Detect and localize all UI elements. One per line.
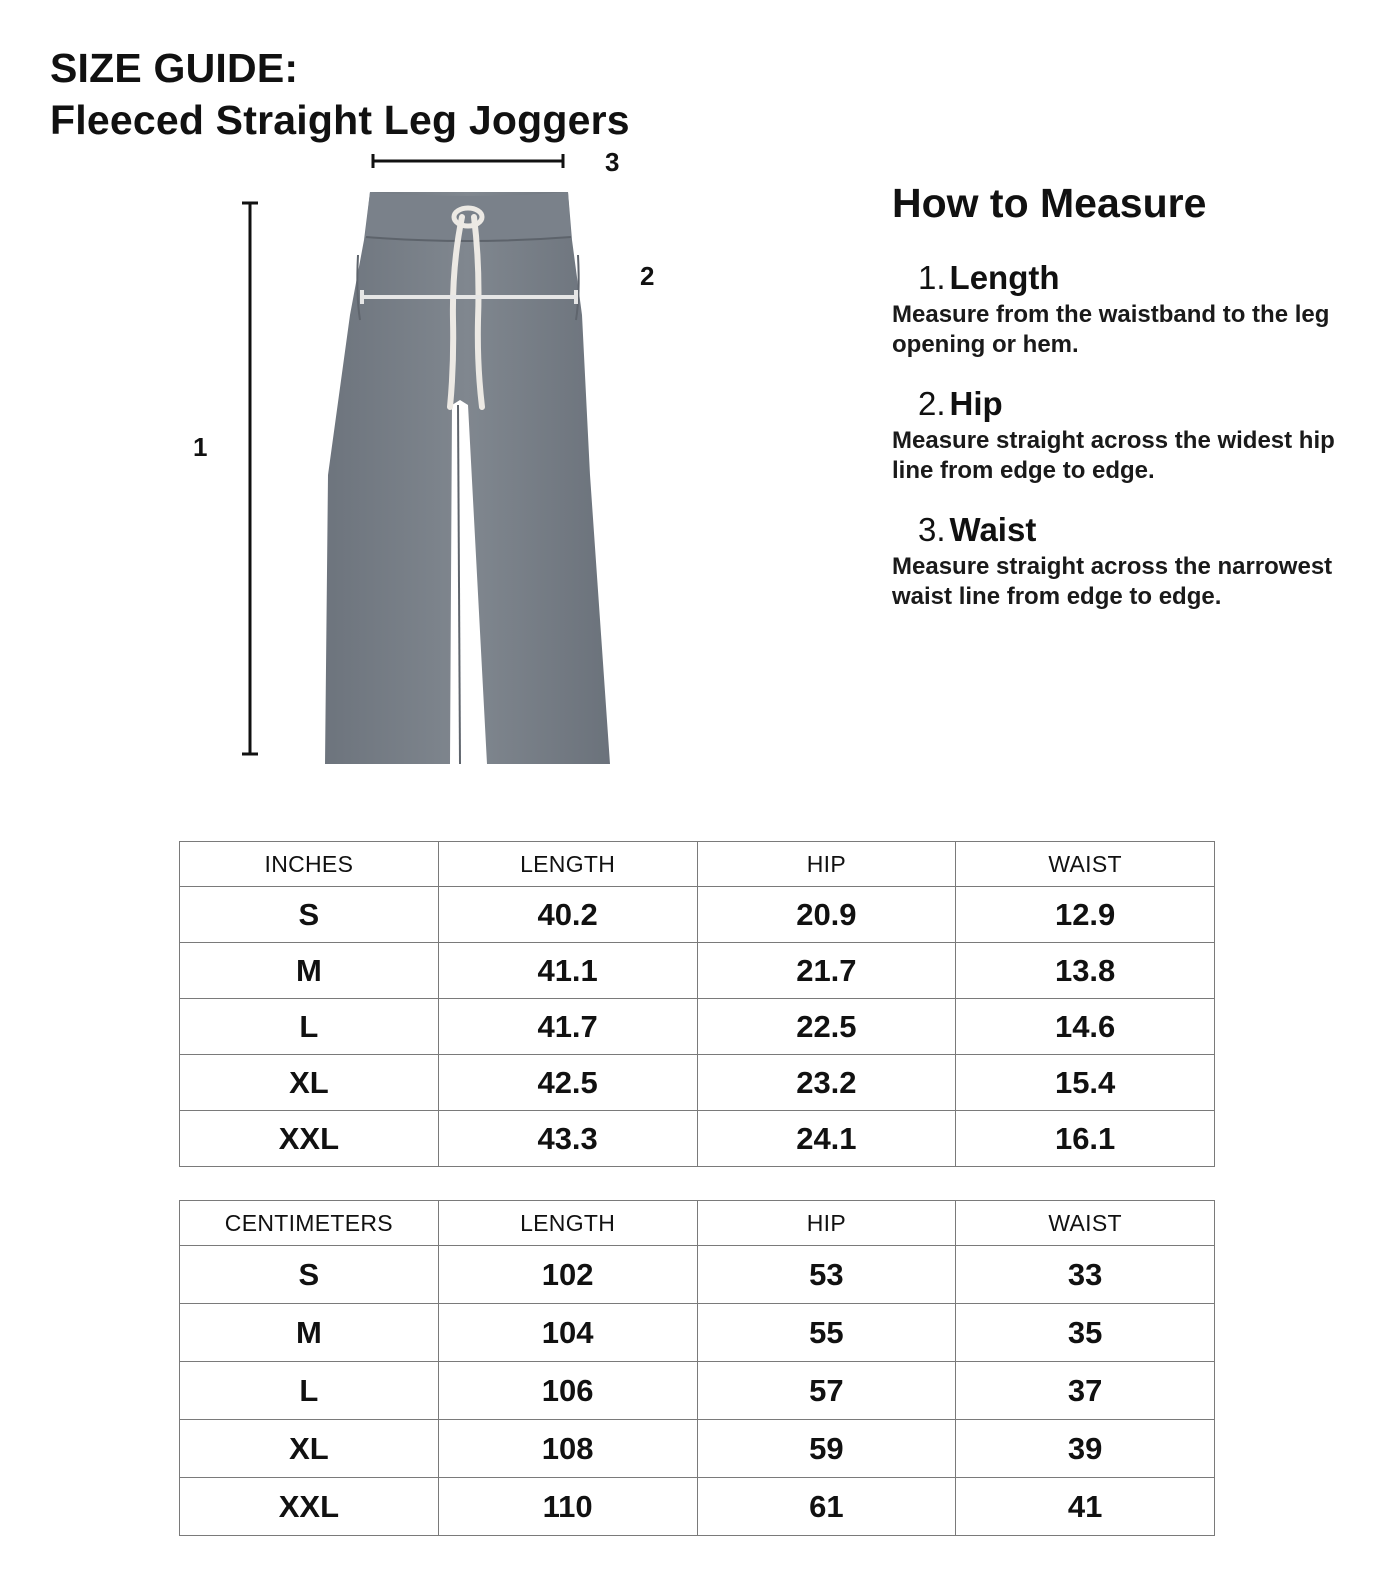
table-header-row [180,1201,1215,1246]
table-row [180,943,1215,999]
length-measure-line [242,203,258,754]
length-cell: 42.5 [438,1055,697,1111]
step-number: 2. [918,385,946,422]
joggers-shape [325,192,610,764]
waist-cell: 35 [956,1304,1215,1362]
waist-cell: 13.8 [956,943,1215,999]
size-cell: XXL [180,1111,439,1167]
hip-cell: 53 [697,1246,956,1304]
table-row [180,1478,1215,1536]
waist-cell: 12.9 [956,887,1215,943]
waist-cell: 39 [956,1420,1215,1478]
waist-cell: 14.6 [956,999,1215,1055]
hip-cell: 23.2 [697,1055,956,1111]
step-number: 3. [918,511,946,548]
length-cell: 106 [438,1362,697,1420]
table-header-row [180,842,1215,887]
length-cell: 110 [438,1478,697,1536]
step-description: Measure straight across the narrowest waist line from edge to edge. [892,553,1333,610]
hip-marker-label: 2 [640,261,655,291]
table-row [180,887,1215,943]
length-cell: 102 [438,1246,697,1304]
step-hip [892,384,1372,486]
waist-cell: 41 [956,1478,1215,1536]
waist-cell: 15.4 [956,1055,1215,1111]
step-number: 1. [918,259,946,296]
waist-cell: 16.1 [956,1111,1215,1167]
size-cell: S [180,887,439,943]
waist-cell: 33 [956,1246,1215,1304]
size-cell: L [180,1362,439,1420]
hip-cell: 24.1 [697,1111,956,1167]
length-cell: 41.7 [438,999,697,1055]
table-row [180,1420,1215,1478]
hip-cell: 55 [697,1304,956,1362]
size-table-inches [179,841,1215,1167]
step-header [918,384,1372,424]
waist-measure-line [373,154,563,168]
waist-cell: 37 [956,1362,1215,1420]
step-name: Waist [949,511,1037,548]
size-cell: XXL [180,1478,439,1536]
length-cell: 41.1 [438,943,697,999]
hip-cell: 20.9 [697,887,956,943]
length-cell: 43.3 [438,1111,697,1167]
title-line-2: Fleeced Straight Leg Joggers [50,97,630,143]
size-table-centimeters [179,1200,1215,1536]
hip-cell: 59 [697,1420,956,1478]
step-waist [892,510,1372,612]
how-to-measure-section [892,178,1372,636]
column-header-hip: HIP [697,842,956,887]
joggers-illustration [150,145,710,785]
table-row [180,1304,1215,1362]
column-header-length: LENGTH [438,842,697,887]
size-cell: XL [180,1055,439,1111]
page-title [50,42,630,146]
hip-cell: 21.7 [697,943,956,999]
hip-cell: 57 [697,1362,956,1420]
step-length [892,258,1372,360]
size-cell: M [180,943,439,999]
step-header [918,510,1372,550]
size-cell: M [180,1304,439,1362]
size-cell: S [180,1246,439,1304]
length-cell: 104 [438,1304,697,1362]
waist-marker-label: 3 [605,147,620,177]
how-to-measure-heading: How to Measure [892,180,1207,226]
step-header [918,258,1372,298]
hip-cell: 61 [697,1478,956,1536]
length-cell: 40.2 [438,887,697,943]
table-row [180,1111,1215,1167]
table-row [180,1246,1215,1304]
column-header-hip: HIP [697,1201,956,1246]
table-row [180,1362,1215,1420]
column-header-unit: INCHES [180,842,439,887]
step-name: Length [949,259,1060,296]
title-line-1: SIZE GUIDE: [50,45,299,91]
step-description: Measure straight across the widest hip line from edge to edge. [892,427,1335,484]
length-marker-label: 1 [193,432,208,462]
table-row [180,1055,1215,1111]
size-cell: L [180,999,439,1055]
column-header-unit: CENTIMETERS [180,1201,439,1246]
step-name: Hip [949,385,1003,422]
garment-diagram [150,145,710,785]
hip-cell: 22.5 [697,999,956,1055]
column-header-waist: WAIST [956,842,1215,887]
table-row [180,999,1215,1055]
column-header-waist: WAIST [956,1201,1215,1246]
step-description: Measure from the waistband to the leg opening or hem. [892,301,1330,358]
column-header-length: LENGTH [438,1201,697,1246]
size-cell: XL [180,1420,439,1478]
length-cell: 108 [438,1420,697,1478]
